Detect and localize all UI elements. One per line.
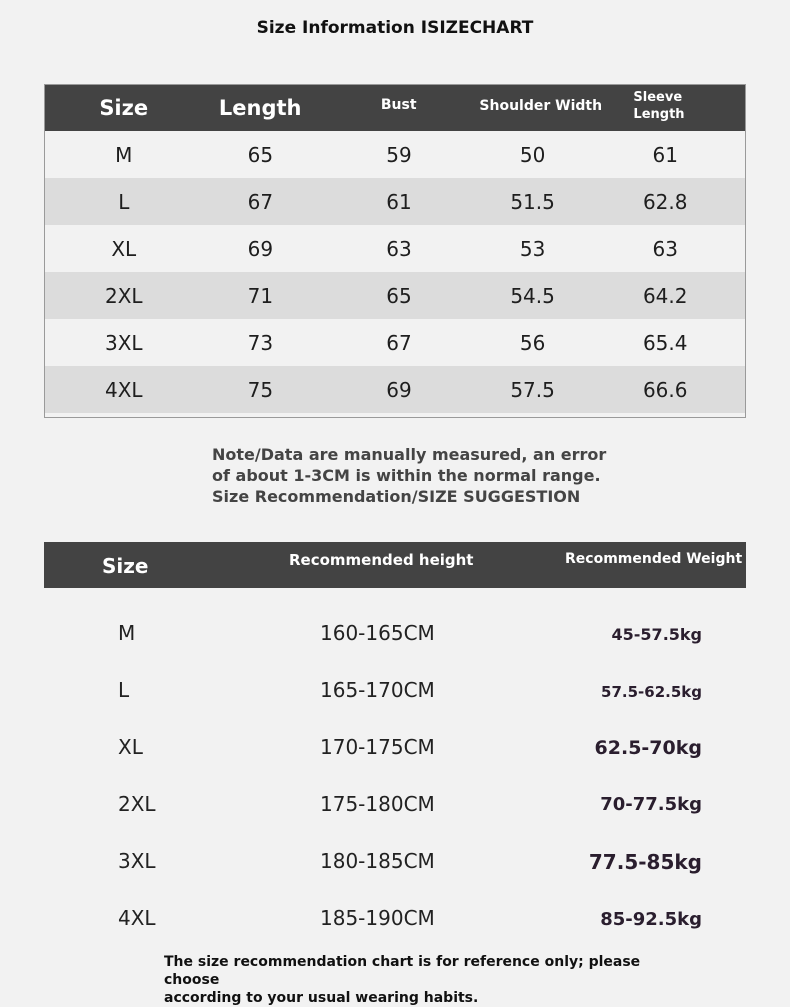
table-row (0, 792, 790, 822)
measurement-note (212, 444, 632, 507)
size-table-header (45, 85, 745, 131)
cell-bust: 65 (386, 283, 412, 308)
table-row (0, 906, 790, 936)
cell-sleeve-length: 64.2 (642, 283, 688, 308)
note-line: of about 1-3CM is within the normal range. (212, 466, 601, 485)
rec-weight: 45-57.5kg (611, 625, 702, 644)
table-row (0, 849, 790, 879)
cell-size: 2XL (104, 283, 143, 308)
rec-height: 170-175CM (320, 735, 435, 759)
rec-size: 4XL (118, 906, 156, 930)
table-row (45, 225, 745, 272)
table-row (0, 678, 790, 708)
rec-weight: 70-77.5kg (600, 794, 702, 815)
rec-weight: 77.5-85kg (588, 850, 702, 874)
cell-size: M (115, 142, 133, 167)
rec-height: 185-190CM (320, 906, 435, 930)
table-row (45, 319, 745, 366)
cell-bust: 59 (386, 142, 412, 167)
cell-sleeve-length: 61 (652, 142, 678, 167)
cell-bust: 63 (386, 236, 412, 261)
rec-weight: 62.5-70kg (594, 737, 702, 759)
header-sleeve-line1: Sleeve (633, 90, 683, 105)
cell-length: 71 (247, 283, 274, 308)
cell-size: XL (111, 236, 137, 261)
cell-sleeve-length: 65.4 (642, 330, 688, 355)
cell-shoulder-width: 51.5 (510, 189, 555, 214)
cell-bust: 69 (386, 377, 412, 402)
table-row (0, 621, 790, 651)
header-length: Length (218, 96, 302, 120)
header-sleeve-length (585, 89, 745, 123)
cell-bust: 61 (386, 189, 412, 214)
table-row (45, 178, 745, 225)
rec-height: 165-170CM (320, 678, 435, 702)
cell-sleeve-length: 62.8 (642, 189, 688, 214)
table-row (45, 272, 745, 319)
cell-length: 65 (247, 142, 274, 167)
header-size: Size (99, 96, 149, 120)
cell-size: L (118, 189, 130, 214)
rec-height: 180-185CM (320, 849, 435, 873)
header-size: Size (102, 554, 149, 578)
rec-weight: 57.5-62.5kg (601, 683, 702, 701)
cell-shoulder-width: 53 (519, 236, 546, 261)
cell-shoulder-width: 57.5 (510, 377, 555, 402)
cell-size: 3XL (104, 330, 143, 355)
rec-size: 3XL (118, 849, 156, 873)
cell-size: 4XL (104, 377, 143, 402)
footer-line: The size recommendation chart is for reference only; please choose (164, 954, 641, 988)
rec-size: 2XL (118, 792, 156, 816)
header-recommended-weight: Recommended Weight (565, 551, 743, 567)
page-title: Size Information ISIZECHART (256, 18, 534, 38)
cell-sleeve-length: 63 (652, 236, 678, 261)
cell-sleeve-length: 66.6 (642, 377, 688, 402)
cell-shoulder-width: 54.5 (510, 283, 555, 308)
header-shoulder-width: Shoulder Width (479, 98, 603, 114)
cell-bust: 67 (386, 330, 412, 355)
rec-size: XL (118, 735, 143, 759)
section-heading: Size Recommendation/SIZE SUGGESTION (212, 487, 581, 506)
cell-shoulder-width: 50 (519, 142, 546, 167)
rec-height: 175-180CM (320, 792, 435, 816)
recommendation-table-header (44, 542, 746, 588)
header-bust: Bust (380, 97, 417, 113)
cell-length: 67 (247, 189, 274, 214)
rec-size: L (118, 678, 130, 702)
cell-length: 75 (247, 377, 274, 402)
table-row (45, 131, 745, 178)
cell-shoulder-width: 56 (519, 330, 546, 355)
table-row (0, 735, 790, 765)
size-chart-table (44, 84, 746, 418)
rec-size: M (118, 621, 136, 645)
note-line: Note/Data are manually measured, an error (212, 445, 607, 464)
footer-line: according to your usual wearing habits. (164, 990, 479, 1006)
rec-weight: 85-92.5kg (600, 909, 702, 930)
header-sleeve-line2: Length (633, 107, 685, 122)
table-row (45, 366, 745, 413)
cell-length: 73 (247, 330, 274, 355)
cell-length: 69 (247, 236, 274, 261)
rec-height: 160-165CM (320, 621, 435, 645)
header-recommended-height: Recommended height (289, 551, 474, 569)
